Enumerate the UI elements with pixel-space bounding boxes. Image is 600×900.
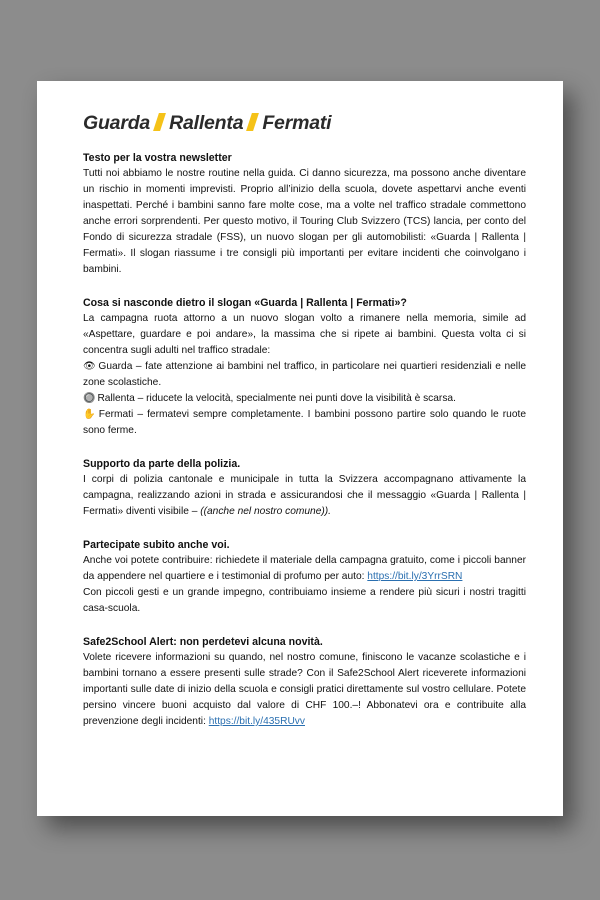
logo-slash-icon xyxy=(153,113,166,131)
alert-subscribe-link[interactable]: https://bit.ly/435RUvv xyxy=(208,716,305,727)
list-item xyxy=(83,391,526,407)
section-heading: Supporto da parte della polizia. xyxy=(83,458,241,470)
section-slogan xyxy=(83,295,526,439)
document-page xyxy=(37,81,563,816)
section-police xyxy=(83,456,526,520)
slow-icon: 🔘 xyxy=(83,393,96,404)
section-body-2: Con piccoli gesti e un grande impegno, contribuiamo insieme a rendere più sicuri i nostri tragitti casa-scuola. xyxy=(83,587,526,614)
section-body: Tutti noi abbiamo le nostre routine nella guida. Ci danno sicurezza, ma possono anche diventare un rischio in momenti imprevisti. Proprio all’inizio della scuola, dovete aspettarvi anche eventi inaspettati. Perché i bambini sanno fare molte cose, ma a volte nel traffico stradale commettono anche errori sorprendenti. Per questo motivo, il Touring Club Svizzero (TCS) lancia, per conto del Fondo di sicurezza stradale (FSS), un nuovo slogan per gli automobilisti: «Guarda | Rallenta | Fermati». Il slogan riassume i tre consigli più importanti per evitare incidenti che coinvolgano i bambini. xyxy=(83,168,526,275)
section-heading: Testo per la vostra newsletter xyxy=(83,152,232,164)
logo-word-fermati: Fermati xyxy=(262,112,332,134)
list-item-text: Fermati – fermatevi sempre completamente. I bambini possono partire solo quando le ruote sono ferme. xyxy=(83,409,526,436)
section-body-text: I corpi di polizia cantonale e municipale in tutta la Svizzera accompagnano attivamente la campagna, realizzando azioni in strada e assicurandosi che il messaggio «Guarda | Rallenta | Fermati» diventi visibile – xyxy=(83,474,526,517)
placeholder-text: ((anche nel nostro comune)). xyxy=(200,506,332,517)
campaign-material-link[interactable]: https://bit.ly/3YrrSRN xyxy=(367,571,463,582)
section-body-text: Volete ricevere informazioni su quando, nel nostro comune, finiscono le vacanze scolastiche e i bambini tornano a essere presenti sulle strade? Con il Safe2School Alert riceverete informazioni importanti sulle date di inizio della scuola e consigli pratici direttamente sul vostro cellulare. Potete persino vincere buoni acquisto dal valore di CHF 100.–! Abbonatevi ora e contribuite alla prevenzione degli incidenti: xyxy=(83,652,526,727)
section-heading: Cosa si nasconde dietro il slogan «Guarda | Rallenta | Fermati»? xyxy=(83,297,407,309)
section-participate xyxy=(83,537,526,617)
hand-stop-icon: ✋ xyxy=(83,409,97,420)
list-item-text: Rallenta – riducete la velocità, specialmente nei punti dove la visibilità è scarsa. xyxy=(97,393,456,404)
section-body: La campagna ruota attorno a un nuovo slogan volto a rimanere nella memoria, simile ad «Aspettare, guardare e poi andare», la massima che si ripete ai bambini. Questa volta ci si concentra sugli adulti nel traffico stradale: xyxy=(83,313,526,356)
section-newsletter xyxy=(83,150,526,278)
section-body-text: Anche voi potete contribuire: richiedete il materiale della campagna gratuito, come i piccoli banner da appendere nel quartiere e i testimonial di profumo per auto: xyxy=(83,555,526,582)
section-body xyxy=(83,553,526,585)
logo-slash-icon xyxy=(246,113,259,131)
logo-word-rallenta: Rallenta xyxy=(169,112,244,134)
section-body xyxy=(83,472,526,520)
list-item xyxy=(83,359,526,391)
section-heading: Safe2School Alert: non perdetevi alcuna novità. xyxy=(83,636,323,648)
section-alert xyxy=(83,634,526,730)
section-body xyxy=(83,650,526,730)
campaign-logo xyxy=(83,110,526,136)
logo-word-guarda: Guarda xyxy=(83,112,151,134)
list-item xyxy=(83,407,526,439)
eye-icon: 👁 xyxy=(83,361,97,372)
list-item-text: Guarda – fate attenzione ai bambini nel traffico, in particolare nei quartieri residenziali e nelle zone scolastiche. xyxy=(83,361,526,388)
section-heading: Partecipate subito anche voi. xyxy=(83,539,230,551)
